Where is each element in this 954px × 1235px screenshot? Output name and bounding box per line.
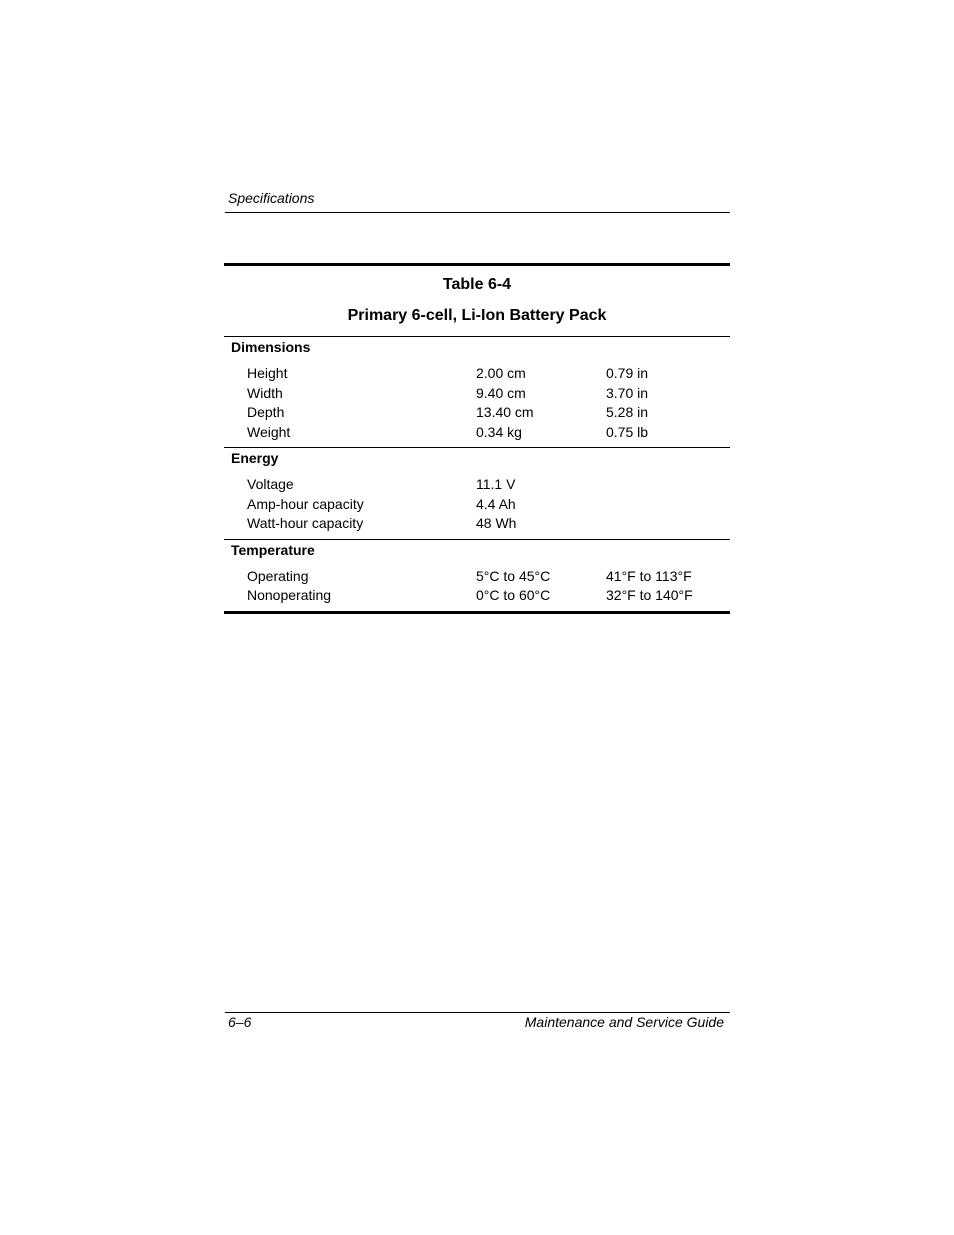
table-row: [224, 475, 730, 495]
row-label: Nonoperating: [247, 587, 332, 603]
table-caption: Primary 6-cell, Li-Ion Battery Pack: [347, 307, 607, 324]
row-label: Weight: [247, 423, 291, 440]
table-row: [224, 567, 730, 587]
row-metric: 4.4 Ah: [476, 495, 516, 512]
row-label: Amp-hour capacity: [247, 495, 364, 512]
row-metric: 0.34 kg: [476, 423, 522, 440]
row-metric: 0°C to 60°C: [476, 587, 551, 603]
table-top-rule: [224, 263, 730, 266]
table-row: [224, 384, 730, 404]
section-energy: [224, 449, 730, 540]
row-label: Depth: [247, 404, 285, 420]
row-label: Watt-hour capacity: [247, 515, 364, 531]
row-metric: 9.40 cm: [476, 384, 526, 401]
row-label: Width: [247, 384, 283, 401]
row-label: Height: [247, 365, 288, 381]
row-imperial: 32°F to 140°F: [606, 587, 693, 603]
row-metric: 5°C to 45°C: [476, 567, 551, 584]
table-row: [224, 364, 730, 384]
section-title: Temperature: [231, 541, 315, 558]
table-row: [224, 403, 730, 423]
footer-rule: [225, 1012, 730, 1013]
table-row: [224, 423, 730, 443]
header-rule: [225, 212, 730, 213]
caption-rule: [224, 336, 730, 337]
running-head: Specifications: [228, 190, 315, 206]
section-title: Dimensions: [231, 339, 311, 355]
table-number: Table 6-4: [442, 276, 512, 293]
section-title: Energy: [231, 450, 279, 466]
row-imperial: 41°F to 113°F: [606, 567, 692, 584]
row-label: Operating: [247, 567, 309, 584]
table-row: [224, 514, 730, 534]
table-row: [224, 495, 730, 515]
row-imperial: 3.70 in: [606, 384, 649, 401]
page-number: 6–6: [228, 1014, 252, 1030]
section-temperature: [224, 541, 730, 614]
row-label: Voltage: [247, 476, 294, 492]
row-metric: 48 Wh: [476, 515, 517, 531]
row-imperial: 0.79 in: [606, 365, 649, 381]
table-row: [224, 586, 730, 606]
spec-table: [224, 263, 730, 614]
row-metric: 11.1 V: [476, 476, 516, 492]
row-metric: 2.00 cm: [476, 365, 526, 381]
row-imperial: 5.28 in: [606, 404, 649, 420]
book-title: Maintenance and Service Guide: [524, 1014, 724, 1030]
row-metric: 13.40 cm: [476, 404, 534, 420]
row-imperial: 0.75 lb: [606, 423, 649, 440]
section-dimensions: [224, 338, 730, 448]
